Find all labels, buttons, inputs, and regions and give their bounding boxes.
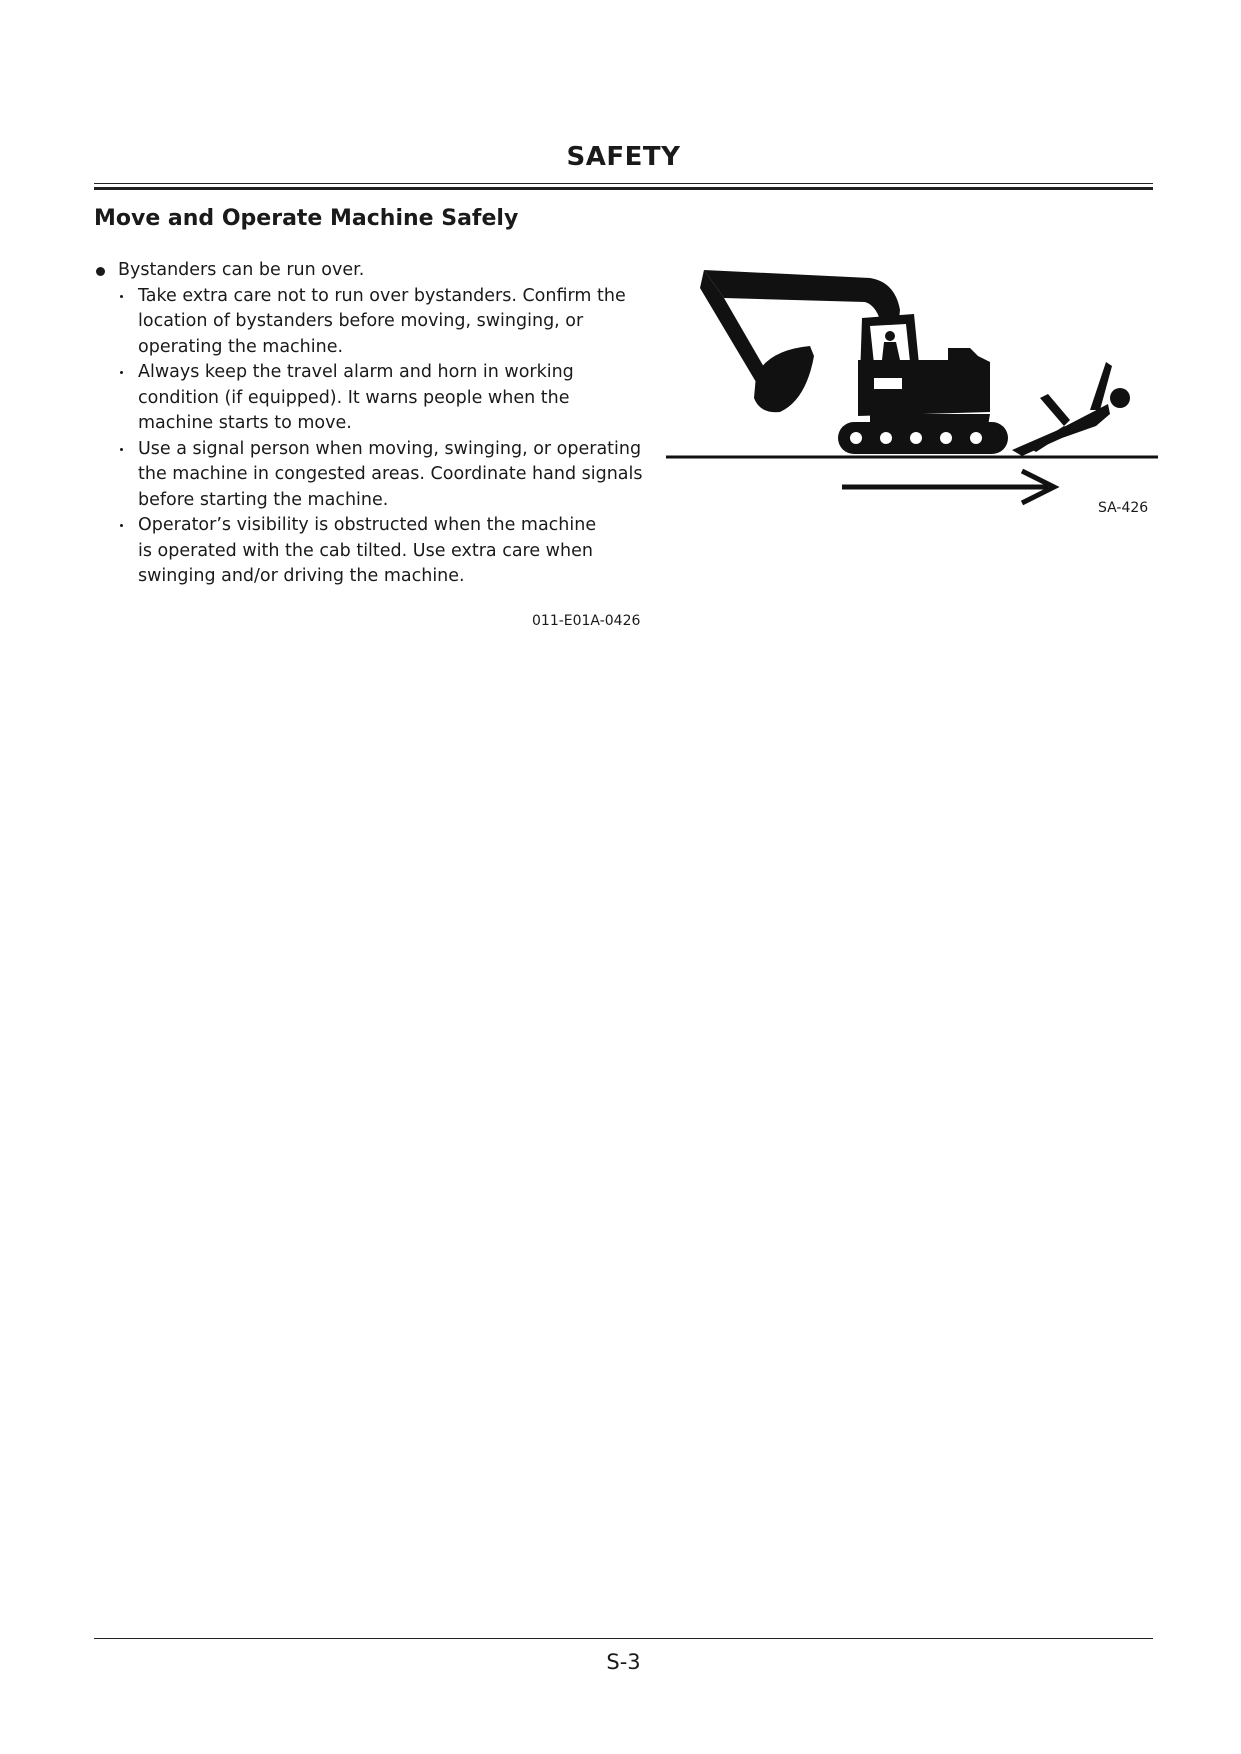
document-code: 011-E01A-0426 [532, 613, 641, 629]
excavator-running-over-person-icon [660, 250, 1160, 510]
sub-bullet-dot-icon [120, 524, 123, 527]
sub-bullet-item [94, 513, 654, 590]
sub-bullet-dot-icon [120, 295, 123, 298]
bullet-item [94, 258, 654, 284]
bullet-text: Bystanders can be run over. [118, 260, 365, 280]
sub-bullet-dot-icon [120, 448, 123, 451]
sub-bullet-item [94, 284, 654, 361]
sub-bullet-line: Operator’s visibility is obstructed when the machine [138, 515, 597, 535]
sub-bullet-line: Take extra care not to run over bystanders. Confirm the [138, 285, 626, 306]
sub-bullet-line: operating the machine. [138, 336, 344, 357]
figure-code: SA-426 [1098, 500, 1149, 516]
sub-bullet-dot-icon [120, 371, 123, 374]
sub-bullet-line: Use a signal person when moving, swinging, or operating [138, 438, 642, 459]
sub-bullet-line: condition (if equipped). It warns people when the [138, 387, 570, 408]
header-divider [94, 183, 1153, 184]
page-title: SAFETY [566, 142, 681, 172]
sub-bullet-line: is operated with the cab tilted. Use extra care when [138, 540, 593, 561]
sub-bullet-item [94, 360, 654, 437]
footer-divider [94, 1638, 1153, 1639]
sub-bullet-line: location of bystanders before moving, swinging, or [138, 311, 584, 331]
sub-bullet-list [94, 284, 654, 590]
page-number: S-3 [606, 1650, 641, 1674]
sub-bullet-item [94, 437, 654, 514]
sub-bullet-line: before starting the machine. [138, 489, 389, 510]
sub-bullet-line: Always keep the travel alarm and horn in working [138, 362, 574, 382]
sub-bullet-line: the machine in congested areas. Coordinate hand signals [138, 464, 643, 484]
header-divider-thick [94, 187, 1153, 190]
section-heading: Move and Operate Machine Safely [94, 206, 519, 231]
sub-bullet-line: machine starts to move. [138, 413, 352, 433]
bullet-dot-icon [96, 267, 105, 276]
section-body [94, 258, 654, 590]
sub-bullet-line: swinging and/or driving the machine. [138, 566, 465, 586]
